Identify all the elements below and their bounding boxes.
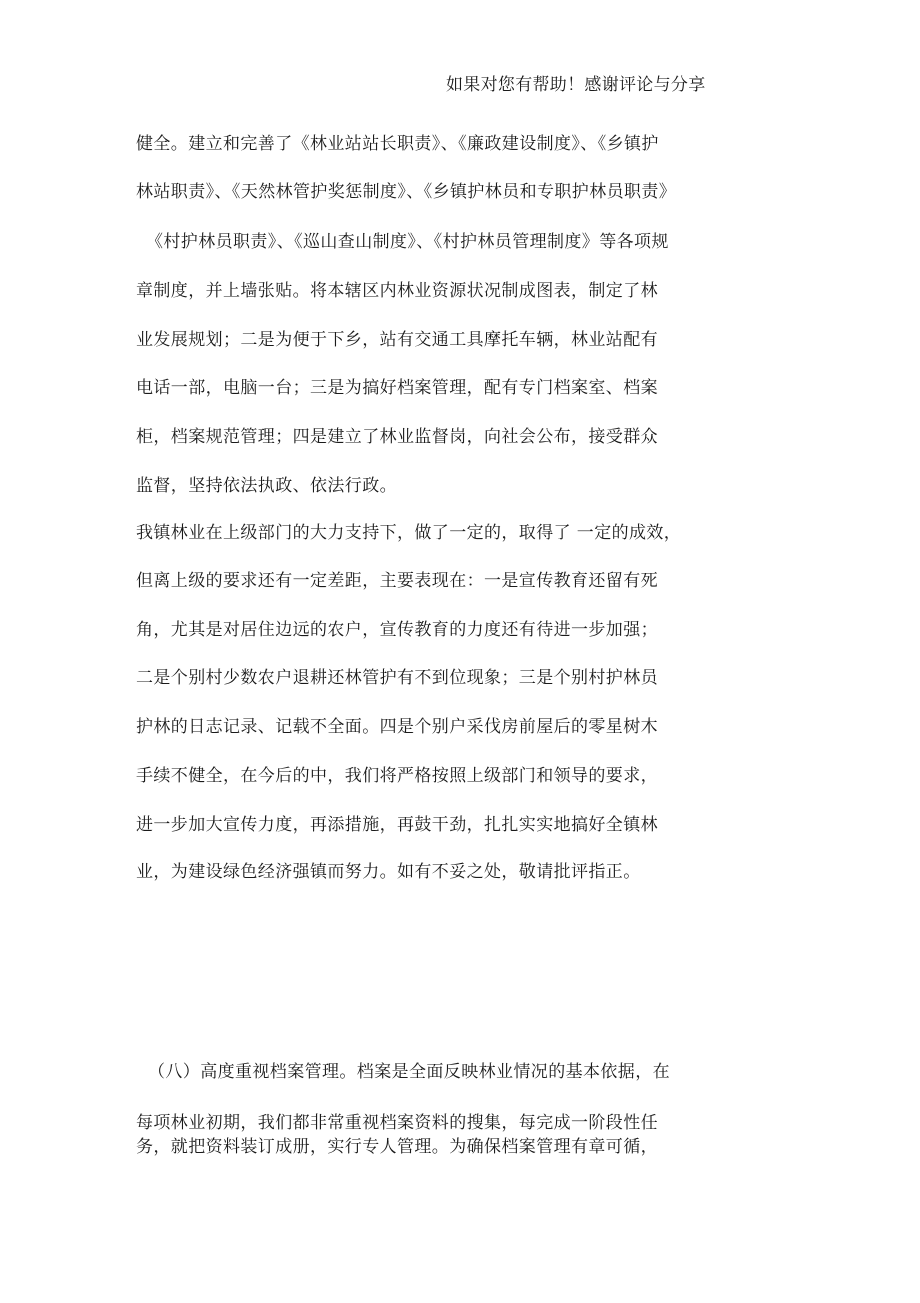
body-line: 我镇林业在上级部门的大力支持下，做了一定的，取得了 一定的成效， — [136, 523, 682, 543]
section-8-line: 每项林业初期，我们都非常重视档案资料的搜集，每完成一阶段性任 — [136, 1113, 658, 1133]
body-line: 业发展规划；二是为便于下乡，站有交通工具摩托车辆，林业站配有 — [136, 330, 658, 350]
body-line: 《村护林员职责》、《巡山查山制度》、《村护林员管理制度》等各项规 — [146, 232, 669, 252]
body-line: 柜，档案规范管理；四是建立了林业监督岗，向社会公布，接受群众 — [136, 427, 658, 447]
section-8-line: 务，就把资料装订成册，实行专人管理。为确保档案管理有章可循， — [136, 1137, 658, 1157]
body-line: 进一步加大宣传力度，再添措施，再鼓干劲，扎扎实实地搞好全镇林 — [136, 815, 658, 835]
body-line: 二是个别村少数农户退耕还林管护有不到位现象；三是个别村护林员 — [136, 668, 658, 688]
body-line: 但离上级的要求还有一定差距，主要表现在：一是宣传教育还留有死 — [136, 571, 658, 591]
section-8-line: （八）高度重视档案管理。档案是全面反映林业情况的基本依据，在 — [148, 1062, 670, 1082]
body-line: 林站职责》、《天然林管护奖惩制度》、《乡镇护林员和专职护林员职责》 — [136, 182, 677, 202]
body-line: 护林的日志记录、记载不全面。四是个别户采伐房前屋后的零星树木 — [136, 717, 658, 737]
body-line: 电话一部，电脑一台；三是为搞好档案管理，配有专门档案室、档案 — [136, 378, 658, 398]
header-note: 如果对您有帮助！感谢评论与分享 — [446, 75, 706, 95]
body-line: 业，为建设绿色经济强镇而努力。如有不妥之处，敬请批评指正。 — [136, 862, 641, 882]
body-line: 角，尤其是对居住边远的农户，宣传教育的力度还有待进一步加强； — [136, 620, 658, 640]
body-line: 章制度，并上墙张贴。将本辖区内林业资源状况制成图表，制定了林 — [136, 281, 658, 301]
body-line: 手续不健全，在今后的中，我们将严格按照上级部门和领导的要求， — [136, 766, 658, 786]
body-line: 健全。建立和完善了《林业站站长职责》、《廉政建设制度》、《乡镇护 — [136, 134, 659, 154]
body-line: 监督，坚持依法执政、依法行政。 — [136, 476, 397, 496]
